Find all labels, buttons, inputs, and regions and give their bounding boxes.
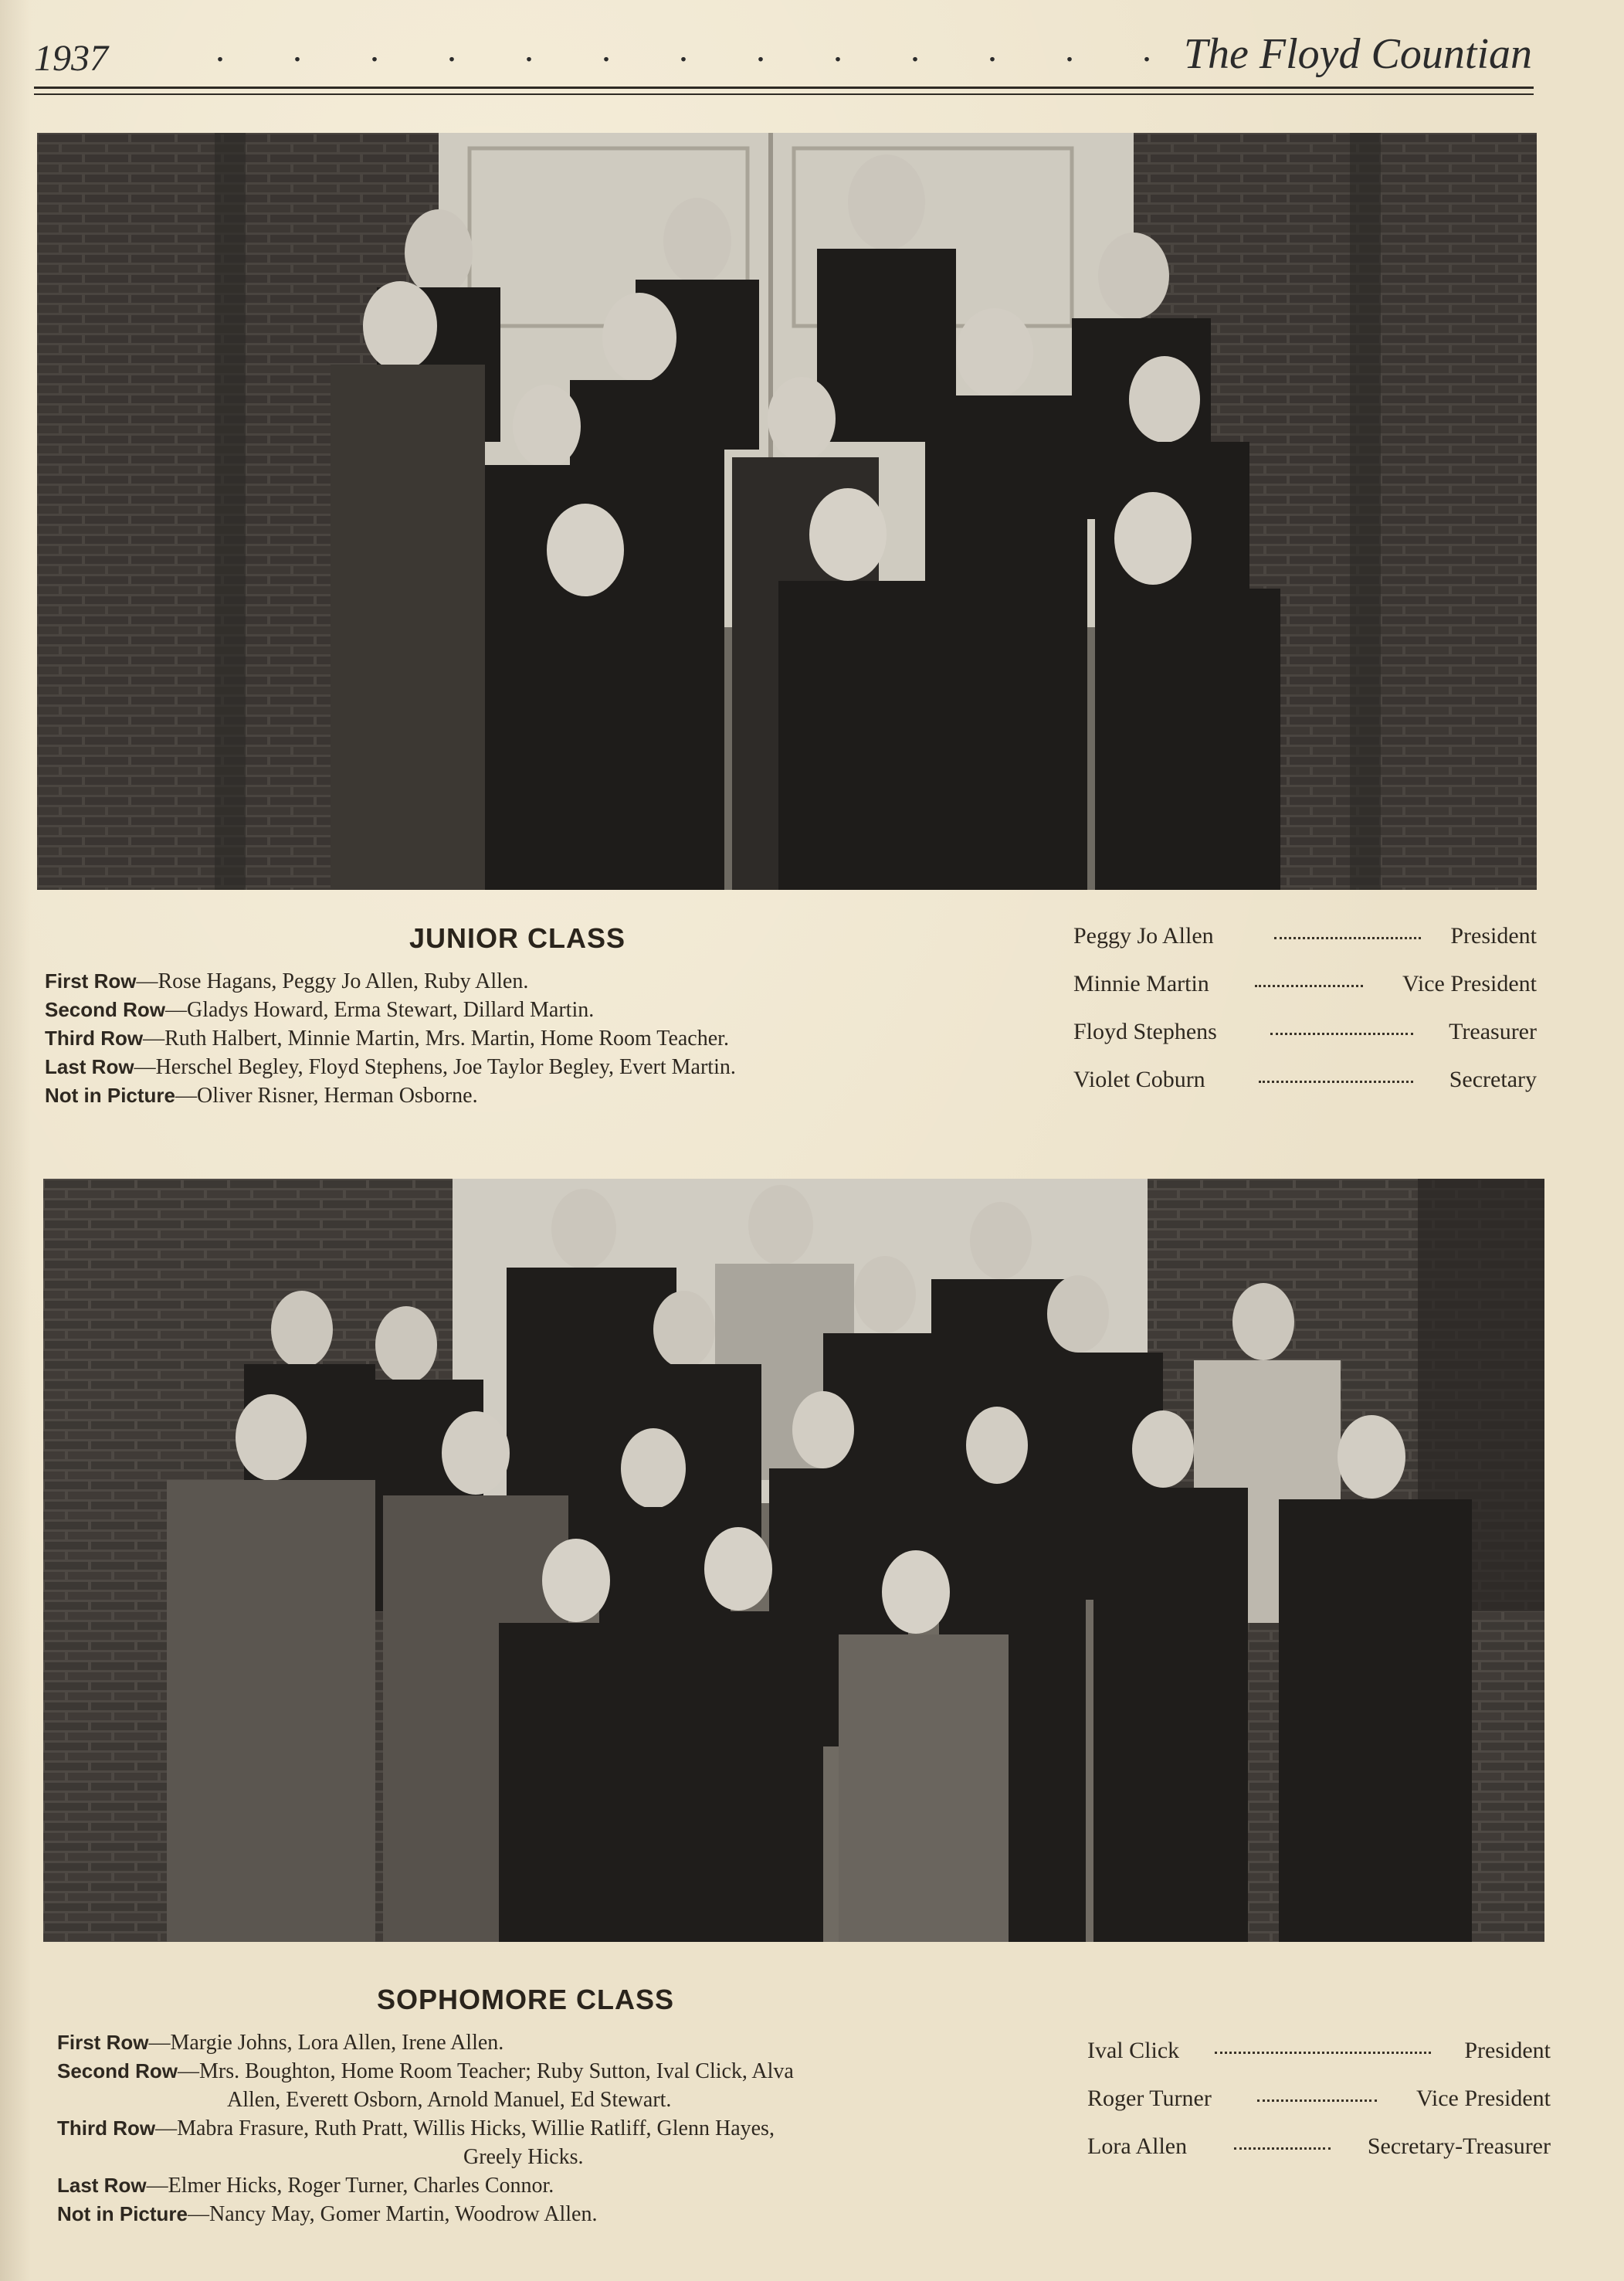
officer-entry — [1087, 2133, 1551, 2181]
officer-entry — [1073, 971, 1537, 1019]
row-label: Second Row — [45, 998, 166, 1021]
row-names: —Oliver Risner, Herman Osborne. — [175, 1084, 478, 1108]
roster-row — [45, 1081, 736, 1110]
row-label: Not in Picture — [45, 1084, 176, 1107]
row-label: Not in Picture — [57, 2202, 188, 2225]
row-label: Last Row — [57, 2174, 147, 2197]
row-label: Last Row — [45, 1055, 134, 1078]
row-names: —Mabra Frasure, Ruth Pratt, Willis Hicks, Willie Ratliff, Glenn Hayes, — [155, 2116, 775, 2140]
header-rule — [34, 87, 1534, 89]
officer-name: Peggy Jo Allen — [1073, 923, 1214, 949]
publication-title: The Floyd Countian — [1183, 30, 1532, 78]
row-names: —Herschel Begley, Floyd Stephens, Joe Taylor Begley, Evert Martin. — [134, 1055, 736, 1079]
officer-entry — [1087, 2086, 1551, 2133]
header-dots: . . . . . . . . . . . . . — [215, 29, 1181, 70]
officer-title: Vice President — [1402, 971, 1537, 996]
roster-row — [45, 967, 736, 996]
officer-name: Ival Click — [1087, 2038, 1180, 2063]
junior-roster — [45, 967, 736, 1110]
officer-title: President — [1464, 2038, 1551, 2063]
officer-entry — [1073, 1019, 1537, 1067]
leader-dots — [1215, 2052, 1431, 2054]
officer-name: Violet Coburn — [1073, 1067, 1205, 1092]
row-names: —Elmer Hicks, Roger Turner, Charles Connor. — [146, 2174, 554, 2198]
roster-row — [57, 2200, 794, 2228]
row-names: —Ruth Halbert, Minnie Martin, Mrs. Martin, Home Room Teacher. — [143, 1027, 729, 1051]
leader-dots — [1259, 1081, 1413, 1083]
officer-entry — [1073, 1067, 1537, 1115]
row-label: First Row — [45, 969, 137, 993]
row-names: —Nancy May, Gomer Martin, Woodrow Allen. — [188, 2202, 598, 2226]
junior-officers — [1073, 923, 1537, 1115]
roster-row — [57, 2028, 794, 2057]
sophomore-roster — [57, 2028, 794, 2228]
row-label: Third Row — [57, 2116, 156, 2140]
row-names: —Rose Hagans, Peggy Jo Allen, Ruby Allen. — [136, 969, 529, 993]
roster-row — [57, 2171, 794, 2200]
header-rule-thin — [34, 93, 1534, 95]
roster-row — [57, 2057, 794, 2086]
leader-dots — [1257, 2099, 1377, 2102]
roster-row-continued — [57, 2143, 794, 2171]
officer-name: Lora Allen — [1087, 2133, 1188, 2159]
row-label: Second Row — [57, 2059, 178, 2082]
row-names: Greely Hicks. — [463, 2145, 584, 2169]
junior-class-photo — [37, 133, 1537, 890]
leader-dots — [1234, 2147, 1331, 2150]
page-header — [34, 23, 1532, 100]
officer-title: Secretary — [1449, 1067, 1537, 1092]
row-names: —Gladys Howard, Erma Stewart, Dillard Martin. — [165, 998, 595, 1022]
sophomore-class-title: SOPHOMORE CLASS — [377, 1984, 675, 2015]
officer-title: Treasurer — [1449, 1019, 1537, 1044]
leader-dots — [1274, 937, 1421, 939]
roster-row — [57, 2114, 794, 2143]
row-names: —Mrs. Boughton, Home Room Teacher; Ruby Sutton, Ival Click, Alva — [178, 2059, 794, 2083]
roster-row-continued — [57, 2086, 794, 2114]
row-names: —Margie Johns, Lora Allen, Irene Allen. — [148, 2031, 504, 2055]
leader-dots — [1270, 1033, 1413, 1035]
officer-entry — [1087, 2038, 1551, 2086]
officer-name: Roger Turner — [1087, 2086, 1212, 2111]
officer-title: President — [1450, 923, 1537, 949]
row-names: Allen, Everett Osborn, Arnold Manuel, Ed Stewart. — [227, 2088, 672, 2112]
roster-row — [45, 996, 736, 1024]
roster-row — [45, 1053, 736, 1081]
officer-title: Vice President — [1416, 2086, 1551, 2111]
sophomore-officers — [1087, 2038, 1551, 2181]
roster-row — [45, 1024, 736, 1053]
sophomore-class-photo — [43, 1179, 1544, 1942]
officer-name: Minnie Martin — [1073, 971, 1209, 996]
row-label: First Row — [57, 2031, 149, 2054]
row-label: Third Row — [45, 1027, 144, 1050]
officer-title: Secretary-Treasurer — [1367, 2133, 1551, 2159]
officer-name: Floyd Stephens — [1073, 1019, 1217, 1044]
page-year: 1937 — [34, 38, 108, 79]
junior-class-title: JUNIOR CLASS — [409, 922, 626, 954]
officer-entry — [1073, 923, 1537, 971]
leader-dots — [1255, 985, 1363, 987]
